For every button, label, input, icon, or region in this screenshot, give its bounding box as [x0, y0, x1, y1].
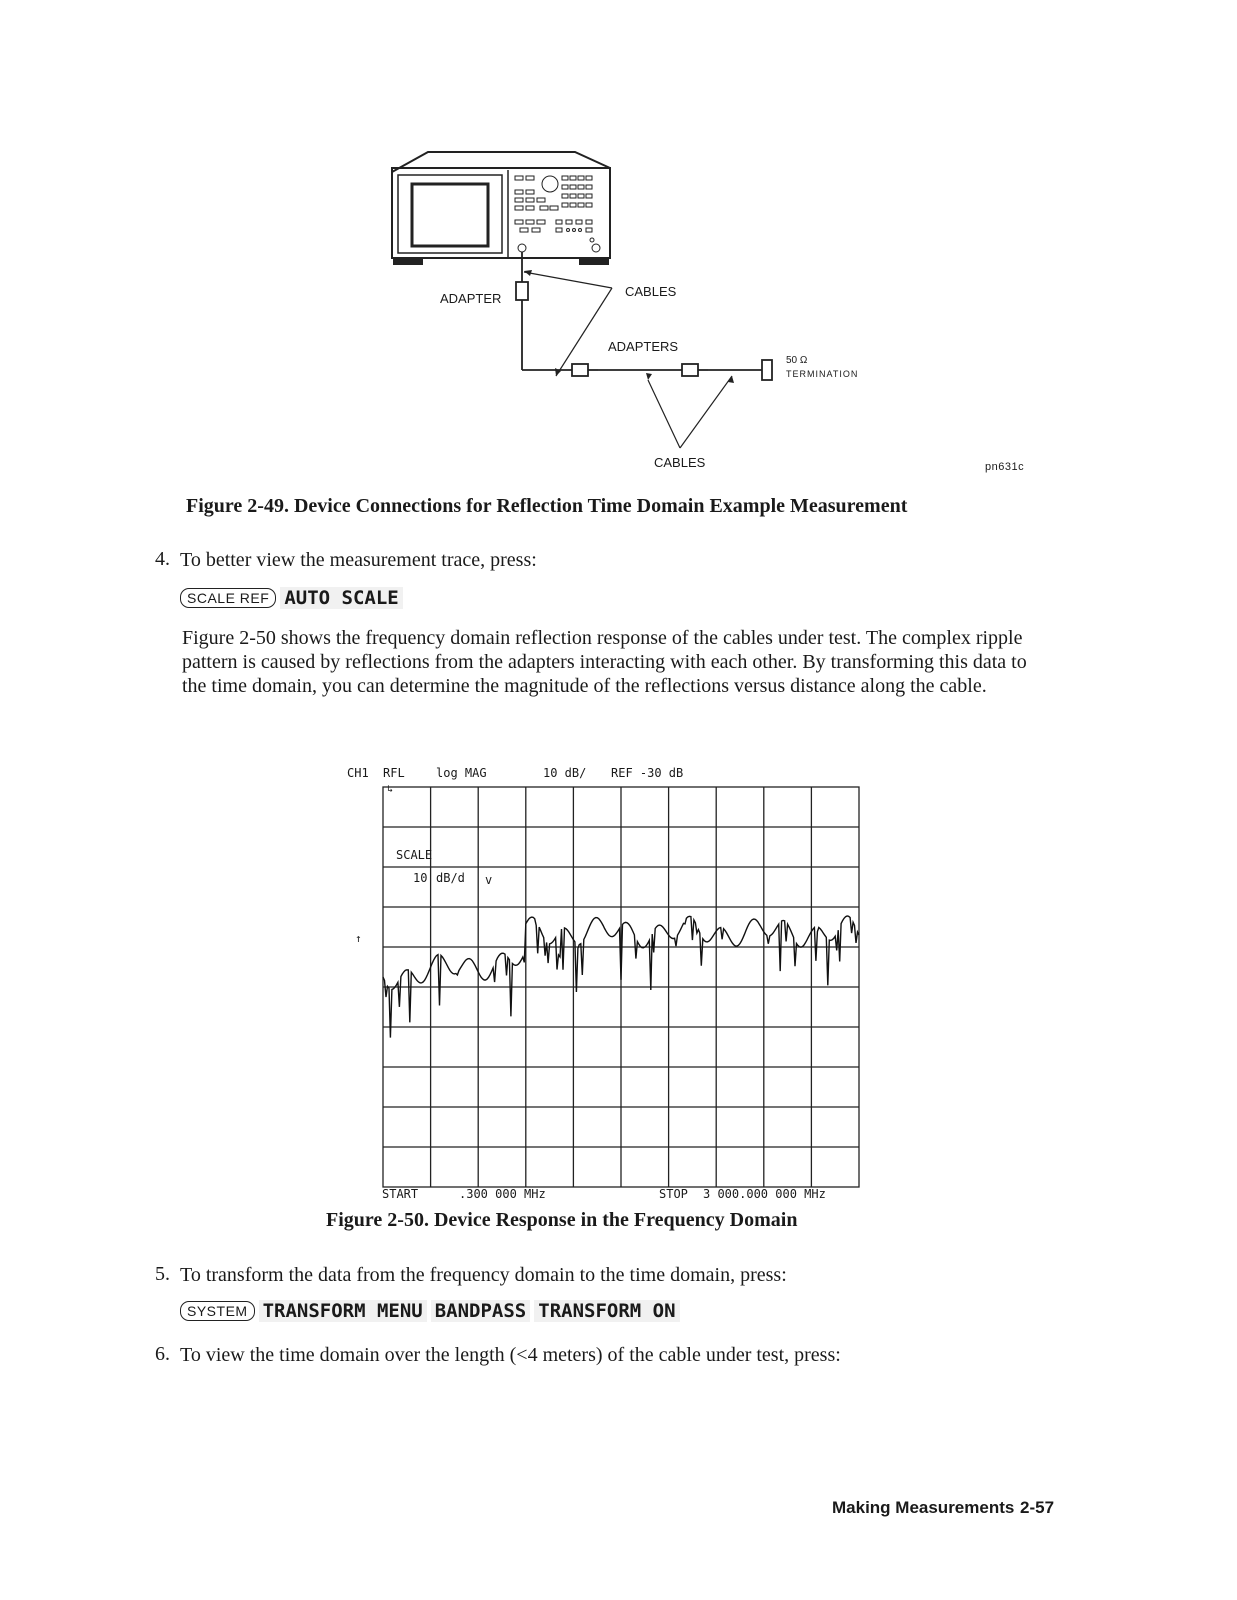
cable-path: [516, 252, 772, 380]
system-key: SYSTEM: [180, 1301, 255, 1321]
screen-stop-label: STOP: [659, 1187, 688, 1201]
termination-value-label: 50 Ω: [786, 355, 808, 366]
screen-ref: REF -30 dB: [611, 766, 684, 780]
screen-scale-label: SCALE: [396, 848, 433, 862]
step-4-number: 4.: [155, 548, 170, 570]
screen-scale-unit-tail: v: [485, 873, 493, 887]
transform-menu-softkey: TRANSFORM MENU: [259, 1300, 427, 1322]
screen-scale: 10 dB/: [543, 766, 587, 780]
screen-format: log MAG: [436, 766, 487, 780]
step-4-text: To better view the measurement trace, press:: [180, 549, 537, 571]
step-5-number: 5.: [155, 1263, 170, 1285]
step-6-number: 6.: [155, 1343, 170, 1365]
footer-section: Making Measurements: [832, 1498, 1015, 1517]
bandpass-softkey: BANDPASS: [431, 1300, 531, 1322]
cables-top-label: CABLES: [625, 284, 677, 299]
screen-stop-value: 3 000.000 000 MHz: [703, 1187, 826, 1201]
scale-ref-key: SCALE REF: [180, 588, 276, 608]
step-5-keys: [180, 1300, 680, 1322]
step-6-text: To view the time domain over the length (<4 meters) of the cable under test, press:: [180, 1344, 841, 1366]
screen-scale-value: 10: [413, 871, 428, 885]
adapters-label: ADAPTERS: [608, 339, 679, 354]
screen-mode: RFL: [383, 766, 405, 780]
figure-id: pn631c: [985, 461, 1025, 473]
connection-diagram: [380, 140, 1040, 485]
ref-marker-icon: ↑: [355, 932, 362, 945]
plot-grid: [383, 787, 859, 1187]
screen-channel: CH1: [347, 766, 369, 780]
figure-2-50-caption: Figure 2-50. Device Response in the Frequency Domain: [326, 1209, 798, 1231]
screen-scale-unit: dB/d: [436, 871, 465, 885]
adapter-label: ADAPTER: [440, 291, 502, 306]
figure-2-49-caption: Figure 2-49. Device Connections for Reflection Time Domain Example Measurement: [186, 495, 908, 517]
footer-page-number: 2-57: [1020, 1498, 1055, 1517]
auto-scale-softkey: AUTO SCALE: [280, 587, 402, 609]
screen-start-label: START: [382, 1187, 419, 1201]
step-5-text: To transform the data from the frequency domain to the time domain, press:: [180, 1264, 787, 1286]
cables-bottom-label: CABLES: [654, 455, 706, 470]
step-4-paragraph: Figure 2-50 shows the frequency domain reflection response of the cables under test. The complex ripple pattern is caused by reflections from the adapters interacting with each other. By transforming this data to the time domain, you can determine the magnitude of the reflections versus distance along the cable.: [182, 627, 1027, 697]
network-analyzer-icon: [392, 152, 610, 264]
frequency-response-plot: [355, 782, 875, 1192]
transform-on-softkey: TRANSFORM ON: [534, 1300, 679, 1322]
step-4-keys: [180, 587, 403, 609]
screen-start-value: .300 000 MHz: [459, 1187, 546, 1201]
termination-label: TERMINATION: [786, 369, 859, 379]
marker-icon: ↳: [387, 784, 394, 795]
